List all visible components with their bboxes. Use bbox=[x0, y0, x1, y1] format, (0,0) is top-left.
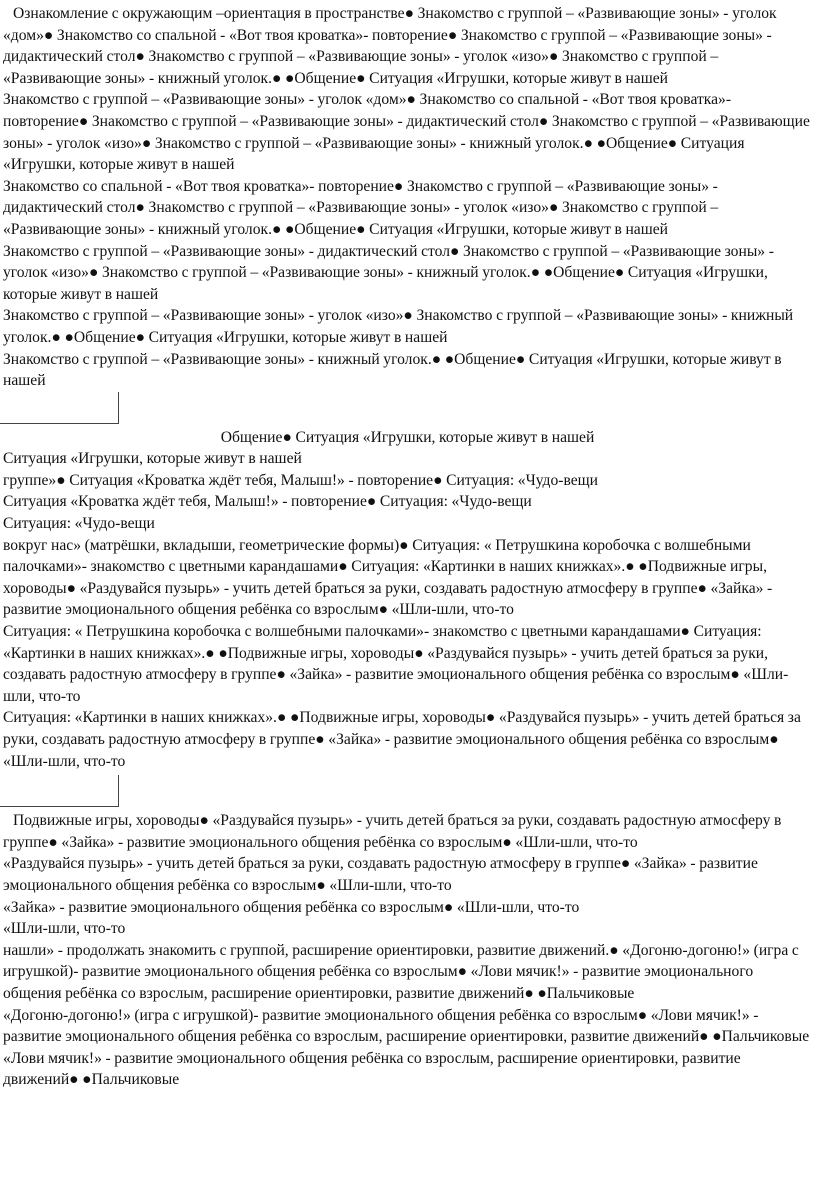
paragraph: Ситуация «Кроватка ждёт тебя, Малыш!» - повторение● Ситуация: «Чудо-вещи bbox=[3, 493, 532, 511]
paragraph: «Догоню-догоню!» (игра с игрушкой)- развитие эмоционального общения ребёнка со взрослым● «Лови мячик!» - развитие эмоционального общения ребёнка со взрослым, расширение ориентировки, развитие движений● ●Пальчиковые bbox=[3, 1006, 810, 1046]
table-cell-border bbox=[0, 775, 119, 807]
paragraph: Ситуация: « Петрушкина коробочка с волшебными палочками»- знакомство с цветными карандашами● Ситуация: «Картинки в наших книжках».● ●Подвижные игры, хороводы● «Раздувайся пузырь» - учить детей браться за руки, создавать радостную атмосферу в группе● «Зайка» - развитие эмоционального общения ребёнка со взрослым● «Шли-шли, что-то bbox=[3, 623, 789, 705]
paragraph: вокруг нас» (матрёшки, вкладыши, геометрические формы)● Ситуация: « Петрушкина коробочка с волшебными палочками»- знакомство с цветными карандашами● Ситуация: «Картинки в наших книжках».● ●Подвижные игры, хороводы● «Раздувайся пузырь» - учить детей браться за руки, создавать радостную атмосферу в группе● «Зайка» - развитие эмоционального общения ребёнка со взрослым● «Шли-шли, что-то bbox=[3, 536, 773, 619]
section-communication bbox=[0, 427, 816, 773]
paragraph: Знакомство с группой – «Развивающие зоны» - уголок «дом»● Знакомство со спальной - «Вот твоя кроватка»- повторение● Знакомство с группой – «Развивающие зоны» - дидактический стол● Знакомство с группой – «Развивающие зоны» - уголок «изо»● Знакомство с группой – «Развивающие зоны» - книжный уголок.● ●Общение● Ситуация «Игрушки, которые живут в нашей bbox=[3, 91, 810, 174]
paragraph: Знакомство с группой – «Развивающие зоны» - книжный уголок.● ●Общение● Ситуация «Игрушки, которые живут в нашей bbox=[3, 350, 782, 390]
paragraph: «Зайка» - развитие эмоционального общения ребёнка со взрослым● «Шли-шли, что-то bbox=[3, 898, 580, 916]
paragraph: нашли» - продолжать знакомить с группой, расширение ориентировки, развитие движений.● «Догоню-догоню!» (игра с игрушкой)- развитие эмоционального общения ребёнка со взрослым● «Лови мячик!» - развитие эмоционального общения ребёнка со взрослым, расширение ориентировки, развитие движений● ●Пальчиковые bbox=[3, 941, 799, 1002]
section-games bbox=[0, 810, 816, 1091]
paragraph: Ситуация: «Чудо-вещи bbox=[3, 515, 155, 533]
paragraph: Знакомство со спальной - «Вот твоя кроватка»- повторение● Знакомство с группой – «Развивающие зоны» - дидактический стол● Знакомство с группой – «Развивающие зоны» - уголок «изо»● Знакомство с группой – «Развивающие зоны» - книжный уголок.● ●Общение● Ситуация «Игрушки, которые живут в нашей bbox=[3, 177, 719, 238]
table-cell-border bbox=[0, 392, 119, 424]
section-heading: Общение● Ситуация «Игрушки, которые живут в нашей bbox=[220, 428, 595, 446]
paragraph: «Шли-шли, что-то bbox=[3, 920, 126, 938]
paragraph: Знакомство с группой – «Развивающие зоны» - дидактический стол● Знакомство с группой – «Развивающие зоны» - уголок «изо»● Знакомство с группой – «Развивающие зоны» - книжный уголок.● ●Общение● Ситуация «Игрушки, которые живут в нашей bbox=[3, 242, 774, 303]
section-orientation bbox=[0, 3, 816, 392]
paragraph: «Лови мячик!» - развитие эмоционального общения ребёнка со взрослым, расширение ориентировки, развитие движений● ●Пальчиковые bbox=[3, 1049, 741, 1089]
paragraph: «Раздувайся пузырь» - учить детей браться за руки, создавать радостную атмосферу в группе● «Зайка» - развитие эмоционального общения ребёнка со взрослым● «Шли-шли, что-то bbox=[3, 855, 758, 894]
paragraph: Ситуация «Игрушки, которые живут в нашей bbox=[3, 450, 302, 468]
paragraph: Ситуация: «Картинки в наших книжках».● ●Подвижные игры, хороводы● «Раздувайся пузырь» - учить детей браться за руки, создавать радостную атмосферу в группе● «Зайка» - развитие эмоционального общения ребёнка со взрослым● «Шли-шли, что-то bbox=[3, 709, 801, 770]
paragraph: Ознакомление с окружающим –ориентация в пространстве● Знакомство с группой – «Развивающие зоны» - уголок «дом»● Знакомство со спальной - «Вот твоя кроватка»- повторение● Знакомство с группой – «Развивающие зоны» - дидактический стол● Знакомство с группой – «Развивающие зоны» - уголок «изо»● Знакомство с группой – «Развивающие зоны» - книжный уголок.● ●Общение● Ситуация «Игрушки, которые живут в нашей bbox=[3, 5, 777, 87]
paragraph: группе»● Ситуация «Кроватка ждёт тебя, Малыш!» - повторение● Ситуация: «Чудо-вещи bbox=[3, 471, 598, 489]
paragraph: Подвижные игры, хороводы● «Раздувайся пузырь» - учить детей браться за руки, создавать радостную атмосферу в группе● «Зайка» - развитие эмоционального общения ребёнка со взрослым● «Шли-шли, что-то bbox=[3, 812, 782, 851]
paragraph: Знакомство с группой – «Развивающие зоны» - уголок «изо»● Знакомство с группой – «Развивающие зоны» - книжный уголок.● ●Общение● Ситуация «Игрушки, которые живут в нашей bbox=[3, 307, 794, 346]
